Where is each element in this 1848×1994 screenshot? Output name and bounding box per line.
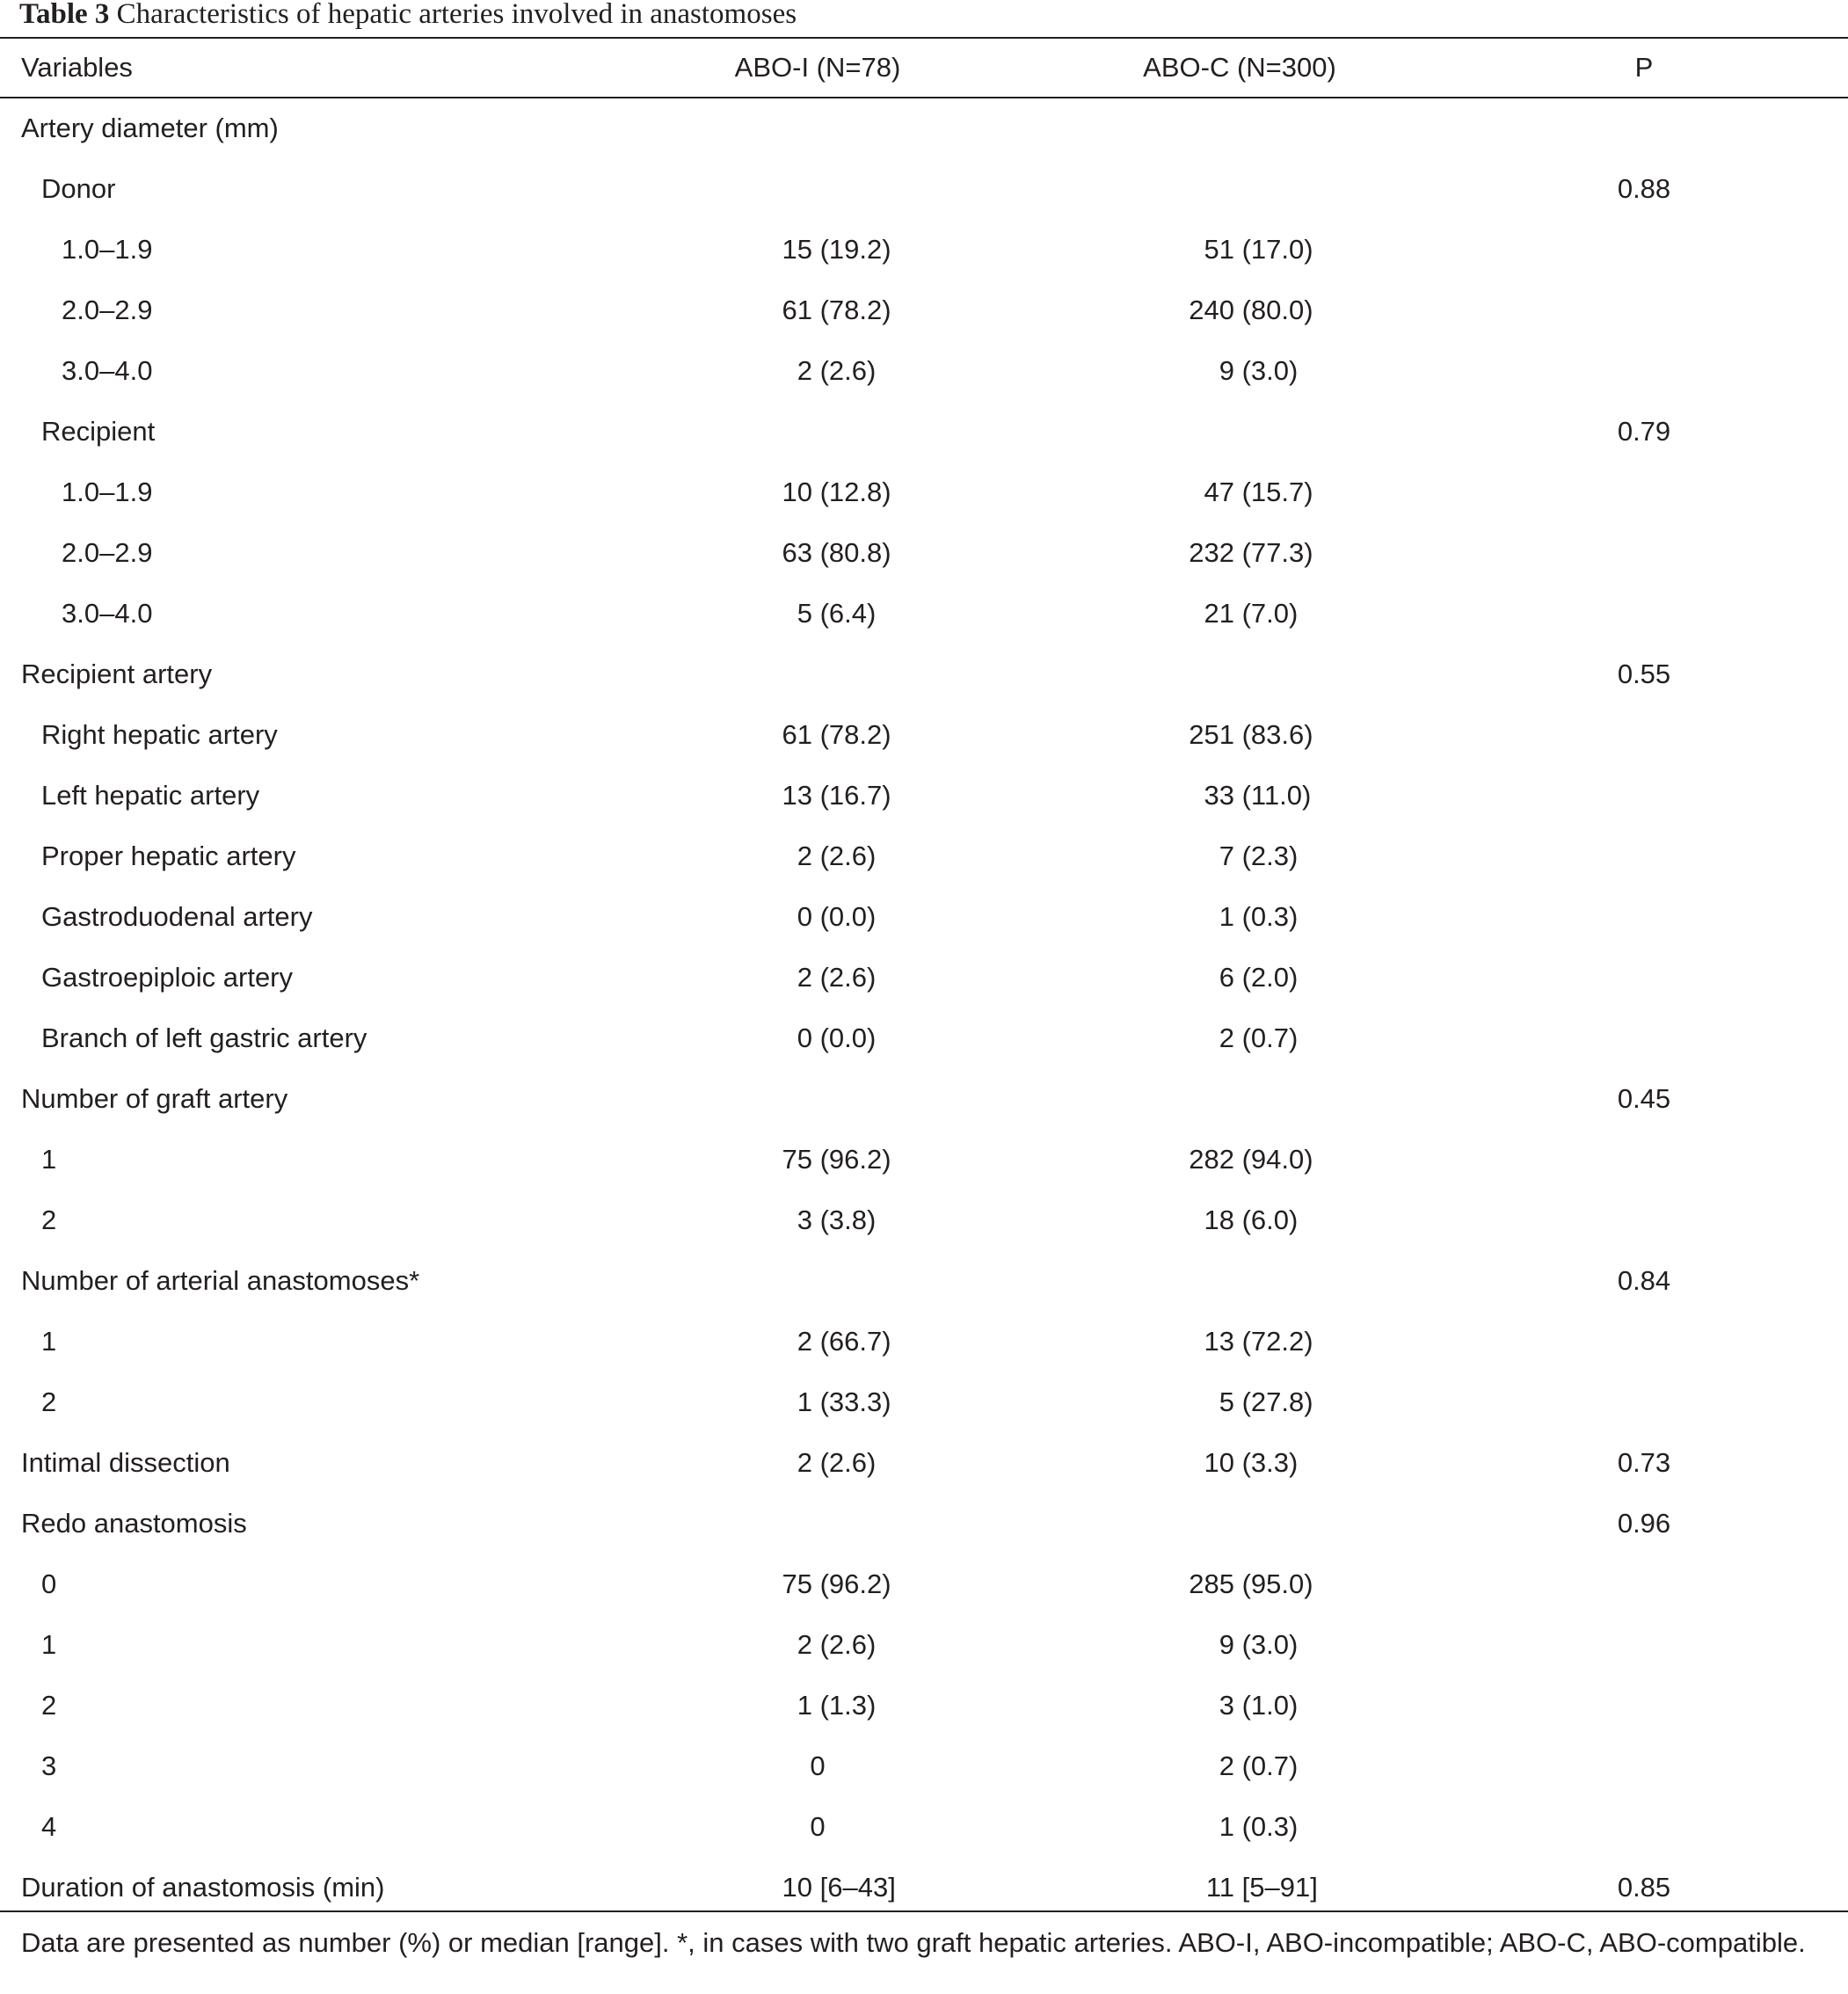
table-row xyxy=(0,1250,1848,1311)
abo-c-value: 9 (3.0) xyxy=(1219,355,1299,386)
abo-i-value: 61 (78.2) xyxy=(782,295,891,325)
abo-i-value: 10 [6–43] xyxy=(782,1872,896,1903)
table-row xyxy=(0,1311,1848,1372)
abo-i-value: 61 (78.2) xyxy=(782,719,891,750)
row-label: 1.0–1.9 xyxy=(62,477,153,507)
abo-c-value: 6 (2.0) xyxy=(1219,962,1299,993)
abo-i-value: 2 (2.6) xyxy=(797,1629,877,1660)
header-p: P xyxy=(1634,52,1654,83)
row-label: Artery diameter (mm) xyxy=(21,113,279,143)
abo-i-value: 75 (96.2) xyxy=(782,1568,891,1599)
row-label: Intimal dissection xyxy=(21,1447,230,1478)
p-value: 0.88 xyxy=(1617,173,1671,204)
abo-c-value: 51 (17.0) xyxy=(1204,234,1313,265)
p-value: 0.55 xyxy=(1617,659,1671,689)
header-row xyxy=(0,37,1848,98)
abo-c-value: 251 (83.6) xyxy=(1189,719,1313,750)
abo-i-value: 75 (96.2) xyxy=(782,1144,891,1175)
abo-i-value: 2 (2.6) xyxy=(797,841,877,871)
header-abo-i: ABO-I (N=78) xyxy=(734,52,901,83)
abo-i-value: 13 (16.7) xyxy=(782,780,891,811)
table-row xyxy=(0,765,1848,826)
abo-i-value: 2 (66.7) xyxy=(797,1326,891,1357)
abo-i-value: 3 (3.8) xyxy=(797,1204,877,1235)
table-row xyxy=(0,219,1848,280)
table-row xyxy=(0,1493,1848,1554)
abo-i-value: 1 (1.3) xyxy=(797,1690,877,1721)
row-label: Duration of anastomosis (min) xyxy=(21,1872,385,1903)
table-row xyxy=(0,826,1848,886)
p-value: 0.96 xyxy=(1617,1508,1671,1539)
row-label: 1 xyxy=(41,1629,57,1660)
row-label: 1.0–1.9 xyxy=(62,234,153,265)
abo-c-value: 2 (0.7) xyxy=(1219,1022,1299,1053)
abo-c-value: 2 (0.7) xyxy=(1219,1750,1299,1781)
row-label: 4 xyxy=(41,1811,57,1842)
table-row xyxy=(0,280,1848,340)
table-row xyxy=(0,1372,1848,1432)
row-label: 2.0–2.9 xyxy=(62,537,153,568)
abo-c-value: 3 (1.0) xyxy=(1219,1690,1299,1721)
table-row xyxy=(0,1190,1848,1250)
table-row xyxy=(0,644,1848,704)
row-label: Gastroepiploic artery xyxy=(41,962,294,993)
abo-c-value: 1 (0.3) xyxy=(1219,1811,1299,1842)
table-row xyxy=(0,1736,1848,1796)
row-label: 1 xyxy=(41,1144,57,1175)
row-label: Donor xyxy=(41,173,116,204)
row-label: Left hepatic artery xyxy=(41,780,260,811)
abo-i-value: 15 (19.2) xyxy=(782,234,891,265)
bottom-rule xyxy=(0,1910,1848,1912)
row-label: Branch of left gastric artery xyxy=(41,1022,367,1053)
abo-c-value: 285 (95.0) xyxy=(1189,1568,1313,1599)
abo-i-value: 63 (80.8) xyxy=(782,537,891,568)
table-caption: Characteristics of hepatic arteries involved in anastomoses xyxy=(109,0,797,30)
row-label: 3.0–4.0 xyxy=(62,598,153,629)
abo-c-value: 240 (80.0) xyxy=(1189,295,1313,325)
abo-i-value: 5 (6.4) xyxy=(797,598,877,629)
row-label: 3.0–4.0 xyxy=(62,355,153,386)
table-row xyxy=(0,98,1848,158)
abo-c-value: 5 (27.8) xyxy=(1219,1386,1313,1417)
row-label: Redo anastomosis xyxy=(21,1508,247,1539)
table-row xyxy=(0,1068,1848,1129)
abo-i-value: 0 (0.0) xyxy=(797,901,877,932)
abo-c-value: 18 (6.0) xyxy=(1204,1204,1299,1235)
table-row xyxy=(0,583,1848,644)
abo-c-value: 10 (3.3) xyxy=(1204,1447,1299,1478)
table-row xyxy=(0,401,1848,462)
abo-i-value: 0 xyxy=(810,1811,826,1842)
row-label: Recipient artery xyxy=(21,659,213,689)
table-row xyxy=(0,1432,1848,1493)
table-row xyxy=(0,1857,1848,1918)
abo-c-value: 282 (94.0) xyxy=(1189,1144,1313,1175)
row-label: 2 xyxy=(41,1690,57,1721)
row-label: Right hepatic artery xyxy=(41,719,278,750)
row-label: Number of graft artery xyxy=(21,1083,288,1114)
table-row xyxy=(0,1614,1848,1675)
abo-i-value: 1 (33.3) xyxy=(797,1386,891,1417)
table-row xyxy=(0,886,1848,947)
p-value: 0.45 xyxy=(1617,1083,1671,1114)
p-value: 0.73 xyxy=(1617,1447,1671,1478)
table-row xyxy=(0,1129,1848,1190)
abo-i-value: 2 (2.6) xyxy=(797,355,877,386)
abo-i-value: 2 (2.6) xyxy=(797,1447,877,1478)
row-label: Gastroduodenal artery xyxy=(41,901,313,932)
table-row xyxy=(0,1554,1848,1614)
table-row xyxy=(0,1008,1848,1068)
row-label: 1 xyxy=(41,1326,57,1357)
row-label: 3 xyxy=(41,1750,57,1781)
abo-c-value: 21 (7.0) xyxy=(1204,598,1299,629)
header-abo-c: ABO-C (N=300) xyxy=(1143,52,1336,83)
p-value: 0.84 xyxy=(1617,1265,1671,1296)
abo-c-value: 33 (11.0) xyxy=(1204,780,1312,811)
abo-c-value: 1 (0.3) xyxy=(1219,901,1299,932)
row-label: 2.0–2.9 xyxy=(62,295,153,325)
table-row xyxy=(0,704,1848,765)
row-label: 0 xyxy=(41,1568,57,1599)
row-label: 2 xyxy=(41,1386,57,1417)
abo-i-value: 2 (2.6) xyxy=(797,962,877,993)
row-label: Number of arterial anastomoses* xyxy=(21,1265,420,1296)
table-row xyxy=(0,340,1848,401)
abo-c-value: 47 (15.7) xyxy=(1204,477,1313,507)
table-footnote: Data are presented as number (%) or median [range]. *, in cases with two graft hepatic arteries. ABO-I, ABO-incompatible; ABO-C, ABO-compatible. xyxy=(21,1927,1806,1958)
row-label: Proper hepatic artery xyxy=(41,841,296,871)
abo-c-value: 9 (3.0) xyxy=(1219,1629,1299,1660)
abo-i-value: 10 (12.8) xyxy=(782,477,891,507)
table-row xyxy=(0,462,1848,522)
table-row xyxy=(0,522,1848,583)
table-row xyxy=(0,158,1848,219)
abo-i-value: 0 (0.0) xyxy=(797,1022,877,1053)
table-row xyxy=(0,947,1848,1008)
abo-c-value: 11 [5–91] xyxy=(1205,1872,1318,1903)
header-variables: Variables xyxy=(21,52,133,83)
abo-c-value: 13 (72.2) xyxy=(1204,1326,1313,1357)
table-title xyxy=(19,0,797,32)
p-value: 0.85 xyxy=(1617,1872,1671,1903)
table-row xyxy=(0,1796,1848,1857)
table-number: Table 3 xyxy=(19,0,110,30)
p-value: 0.79 xyxy=(1617,416,1671,447)
row-label: Recipient xyxy=(41,416,156,447)
table-row xyxy=(0,1675,1848,1736)
abo-c-value: 232 (77.3) xyxy=(1189,537,1313,568)
abo-i-value: 0 xyxy=(810,1750,826,1781)
abo-c-value: 7 (2.3) xyxy=(1219,841,1299,871)
row-label: 2 xyxy=(41,1204,57,1235)
